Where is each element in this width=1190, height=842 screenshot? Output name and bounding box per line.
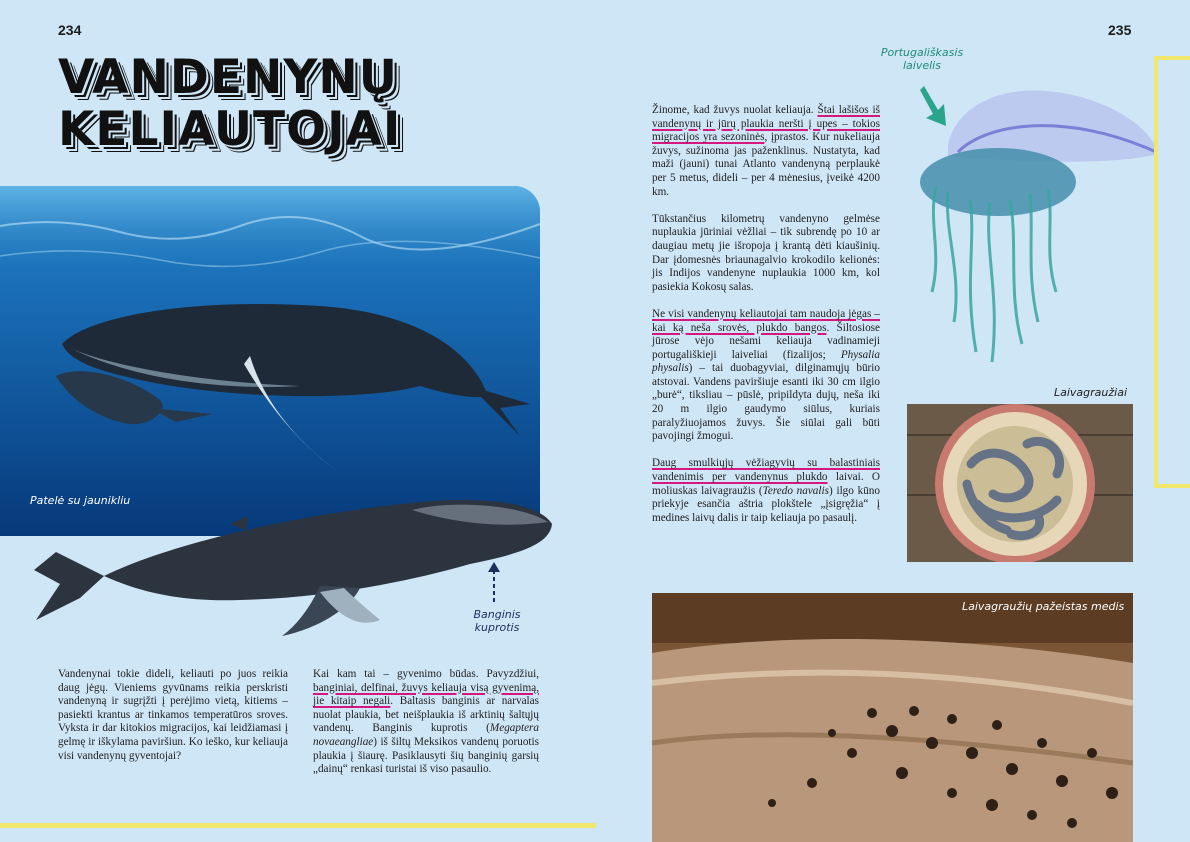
latin-name: Physalia physalis bbox=[652, 348, 880, 375]
text-span: Kai kam tai – gyvenimo būdas. Pavyzdžiui, bbox=[313, 668, 539, 680]
caption-man-o-war: Portugališkasis laivelis bbox=[880, 46, 964, 72]
accent-line-bottom bbox=[0, 823, 596, 828]
left-column-1: Vandenynai tokie dideli, keliauti po juos reikia daug jėgų. Vieniems gyvūnams reikia perskristi vandenyną ir sugrįžti į perėjimo vietą, kitiems – pasiekti krantus ar tinkamos temperatūros sroves. Vyksta ir dar kitokios migracijos, kai leidžiamasi į gelmę ir iškylama paviršiun. Ko ieško, kur keliauja visi vandenynų gyventojai? bbox=[58, 668, 288, 762]
highlight-text: Ne visi vandenynų keliautojai tam naudoja jėgas – kai ką neša srovės, plukdo bangos bbox=[652, 307, 880, 334]
text-span: Žinome, kad žuvys nuolat keliauja. bbox=[652, 104, 818, 116]
caption-whale-mother: Patelė su jaunikliu bbox=[30, 494, 131, 507]
text-span: ) iš šiltų Meksikos vandenų poruotis plaukia į šiaurę. Pasiklausyti šių banginių garsių „dainų“ renkasi turistai iš viso pasaulio. bbox=[313, 735, 539, 776]
text-span: , įprastos. Kur nukeliauja žuvys, sužinoma jas paženklinus. Nustatyta, kad maži (jauni) tunai Atlanto vandenyną perplaukė per 5 metus, dideli – per 4 mėnesius, įveikė 4200 km. bbox=[652, 131, 880, 198]
man-o-war-image bbox=[918, 82, 1163, 364]
highlight-text: Daug smulkiųjų vėžiagyvių su balastiniais vandenimis per vandenynus plukdo bbox=[652, 457, 880, 484]
caption-humpback: Banginis kuprotis bbox=[473, 608, 521, 634]
text-span: ) ilgo kūno priekyje esančia aštria plokštele „įsigręžia“ į medines laivų dalis ir taip keliauja po pasaulį. bbox=[652, 484, 880, 524]
page-title bbox=[58, 52, 401, 156]
highlight-text: Štai lašišos iš vandenynų ir jūrų plaukia neršti į upes – tokios migracijos yra sezoninės bbox=[652, 104, 880, 144]
accent-line-bottom-right bbox=[1154, 484, 1190, 488]
paragraph bbox=[652, 308, 880, 444]
caption-wood: Laivagraužių pažeistas medis bbox=[962, 600, 1125, 613]
text-span: . Šiltosiose jūrose vėjo nešami keliauja vadinamieji portugališkieji laiveliai (fizalijos; bbox=[652, 321, 881, 361]
latin-name: Megaptera novaeangliae bbox=[313, 722, 539, 748]
title-line-2: KELIAUTOJAI bbox=[58, 102, 402, 157]
text-span: ) – tai duobagyviai, dilginamųjų būrio atstovai. Vandens paviršiuje esanti iki 30 cm ilgio „burė“, tiksliau – pūslė, pripildyta dujų, neša iki 20 m ilgio gaudymo siūlus, kuriais paralyžiuojamos žuvys. Šie siūlai gali būti pavojingi žmogui. bbox=[652, 362, 880, 443]
shipworms-photo bbox=[907, 404, 1133, 562]
text-span: . Baltasis banginis ar narvalas nuolat plaukia, bet neišplaukia iš arktinių šaltųjų vandenų. Banginis kuprotis ( bbox=[313, 695, 539, 735]
caption-shipworms: Laivagraužiai bbox=[1054, 386, 1128, 399]
paragraph: Tūkstančius kilometrų vandenyno gelmėse nuplaukia jūriniai vėžliai – tik subrendę po 10 ar daugiau metų jie išropoja į krantą dėti kiaušinių. Dar įdomesnės briaunagalvio krokodilo kelionės: jis Indijos vandenyne nuplaukia 1000 km, kol pasiekia Kokosų salas. bbox=[652, 212, 880, 293]
page-number-right: 235 bbox=[1108, 22, 1132, 38]
left-column-2 bbox=[313, 668, 539, 777]
page-number-left: 234 bbox=[58, 22, 82, 38]
paragraph bbox=[652, 104, 880, 199]
whale-mother-photo bbox=[0, 186, 540, 536]
right-column bbox=[652, 104, 880, 539]
latin-name: Teredo navalis bbox=[762, 484, 829, 497]
paragraph bbox=[652, 457, 880, 525]
title-line-1: VANDENYNŲ bbox=[58, 50, 398, 105]
text-span: laivai. O moliuskas laivagraužis ( bbox=[652, 471, 880, 497]
accent-line-top bbox=[1154, 56, 1190, 60]
accent-line-vertical bbox=[1154, 56, 1158, 488]
highlight-text: banginiai, delfinai, žuvys keliauja visą gyvenimą, jie kitaip negali bbox=[313, 681, 539, 708]
damaged-wood-photo bbox=[652, 593, 1133, 842]
arrow-up-icon bbox=[488, 562, 500, 602]
